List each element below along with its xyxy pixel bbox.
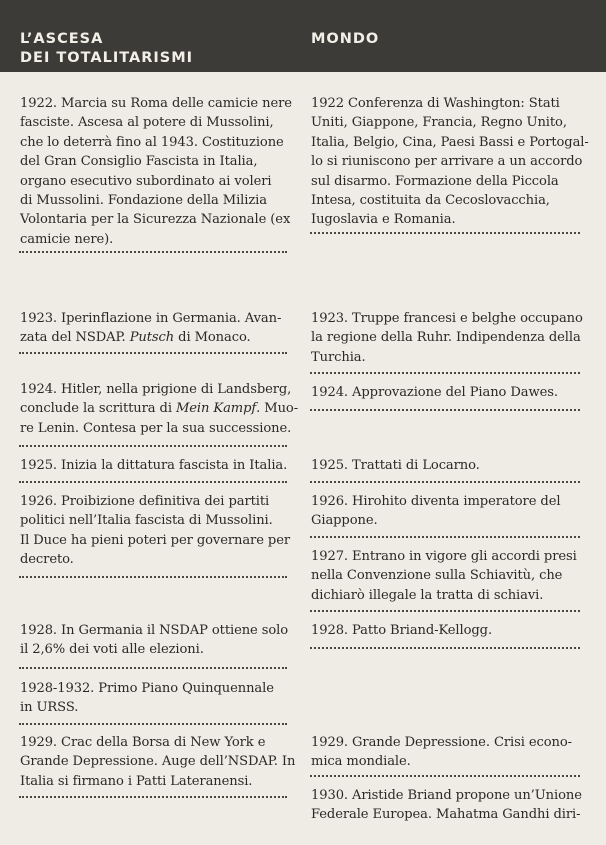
left-entry-1929: 1929. Crac della Borsa di New York e Grande Depressione. Auge dell’NSDAP. In Italia si firmano i Patti Lateranensi. — [20, 735, 296, 789]
left-entry-1922: 1922. Marcia su Roma delle camicie nere fasciste. Ascesa al potere di Mussolini, che lo deterrà fino al 1943. Costituzione del Gran Consiglio Fascista in Italia, organo esecutivo subordinato ai voleri di Mussolini. Fondazione della Milizia Volontaria per la Sicurezza Nazionale (ex camicie nere). — [20, 96, 292, 247]
right-entry-1926: 1926. Hirohito diventa imperatore del Giappone. — [311, 494, 561, 529]
divider — [19, 576, 287, 578]
right-entry-1923: 1923. Truppe francesi e belghe occupano la regione della Ruhr. Indipendenza della Turchia. — [311, 311, 583, 365]
divider — [310, 647, 580, 649]
divider — [19, 352, 287, 354]
divider — [19, 445, 287, 447]
left-entry-1923: 1923. Iperinflazione in Germania. Avan- zata del NSDAP. Putsch di Monaco. — [20, 311, 282, 346]
right-entry-1925: 1925. Trattati di Locarno. — [311, 458, 480, 473]
left-entry-1928-1932: 1928-1932. Primo Piano Quinquennale in URSS. — [20, 681, 274, 716]
divider — [310, 232, 580, 234]
right-entry-1930: 1930. Aristide Briand propone un’Unione Federale Europea. Mahatma Gandhi diri- — [311, 788, 582, 823]
divider — [19, 667, 287, 669]
divider — [310, 775, 580, 777]
left-entry-1924: 1924. Hitler, nella prigione di Landsberg, conclude la scrittura di Mein Kampf. Muo- re Lenin. Contesa per la sua successione. — [20, 382, 299, 436]
left-entry-1926: 1926. Proibizione definitiva dei partiti politici nell’Italia fascista di Mussolini. Il Duce ha pieni poteri per governare per decreto. — [20, 494, 291, 568]
right-entry-1924: 1924. Approvazione del Piano Dawes. — [311, 385, 558, 400]
right-entry-1922: 1922 Conferenza di Washington: Stati Uniti, Giappone, Francia, Regno Unito, Italia, Belgio, Cina, Paesi Bassi e Portogal- lo si riuniscono per arrivare a un accordo sul disarmo. Formazione della Piccola Intesa, costituita da Cecoslovacchia, Iugoslavia e Romania. — [311, 96, 589, 228]
divider — [310, 610, 580, 612]
left-entry-1928: 1928. In Germania il NSDAP ottiene solo il 2,6% dei voti alle elezioni. — [20, 623, 289, 658]
divider — [19, 481, 287, 483]
divider — [310, 409, 580, 411]
right-entry-1928: 1928. Patto Briand-Kellogg. — [311, 623, 493, 638]
right-entry-1927: 1927. Entrano in vigore gli accordi presi nella Convenzione sulla Schiavitù, che dichiarò illegale la tratta di schiavi. — [311, 549, 577, 603]
divider — [19, 796, 287, 798]
divider — [310, 481, 580, 483]
divider — [310, 372, 580, 374]
divider — [310, 536, 580, 538]
right-column-title: MONDO — [311, 31, 380, 47]
divider — [19, 723, 287, 725]
header-bar — [0, 0, 606, 72]
divider — [19, 251, 287, 253]
left-column-title: L’ASCESA DEI TOTALITARISMI — [20, 31, 194, 66]
right-entry-1929: 1929. Grande Depressione. Crisi econo- mica mondiale. — [311, 735, 572, 770]
left-entry-1925: 1925. Inizia la dittatura fascista in Italia. — [20, 458, 288, 473]
